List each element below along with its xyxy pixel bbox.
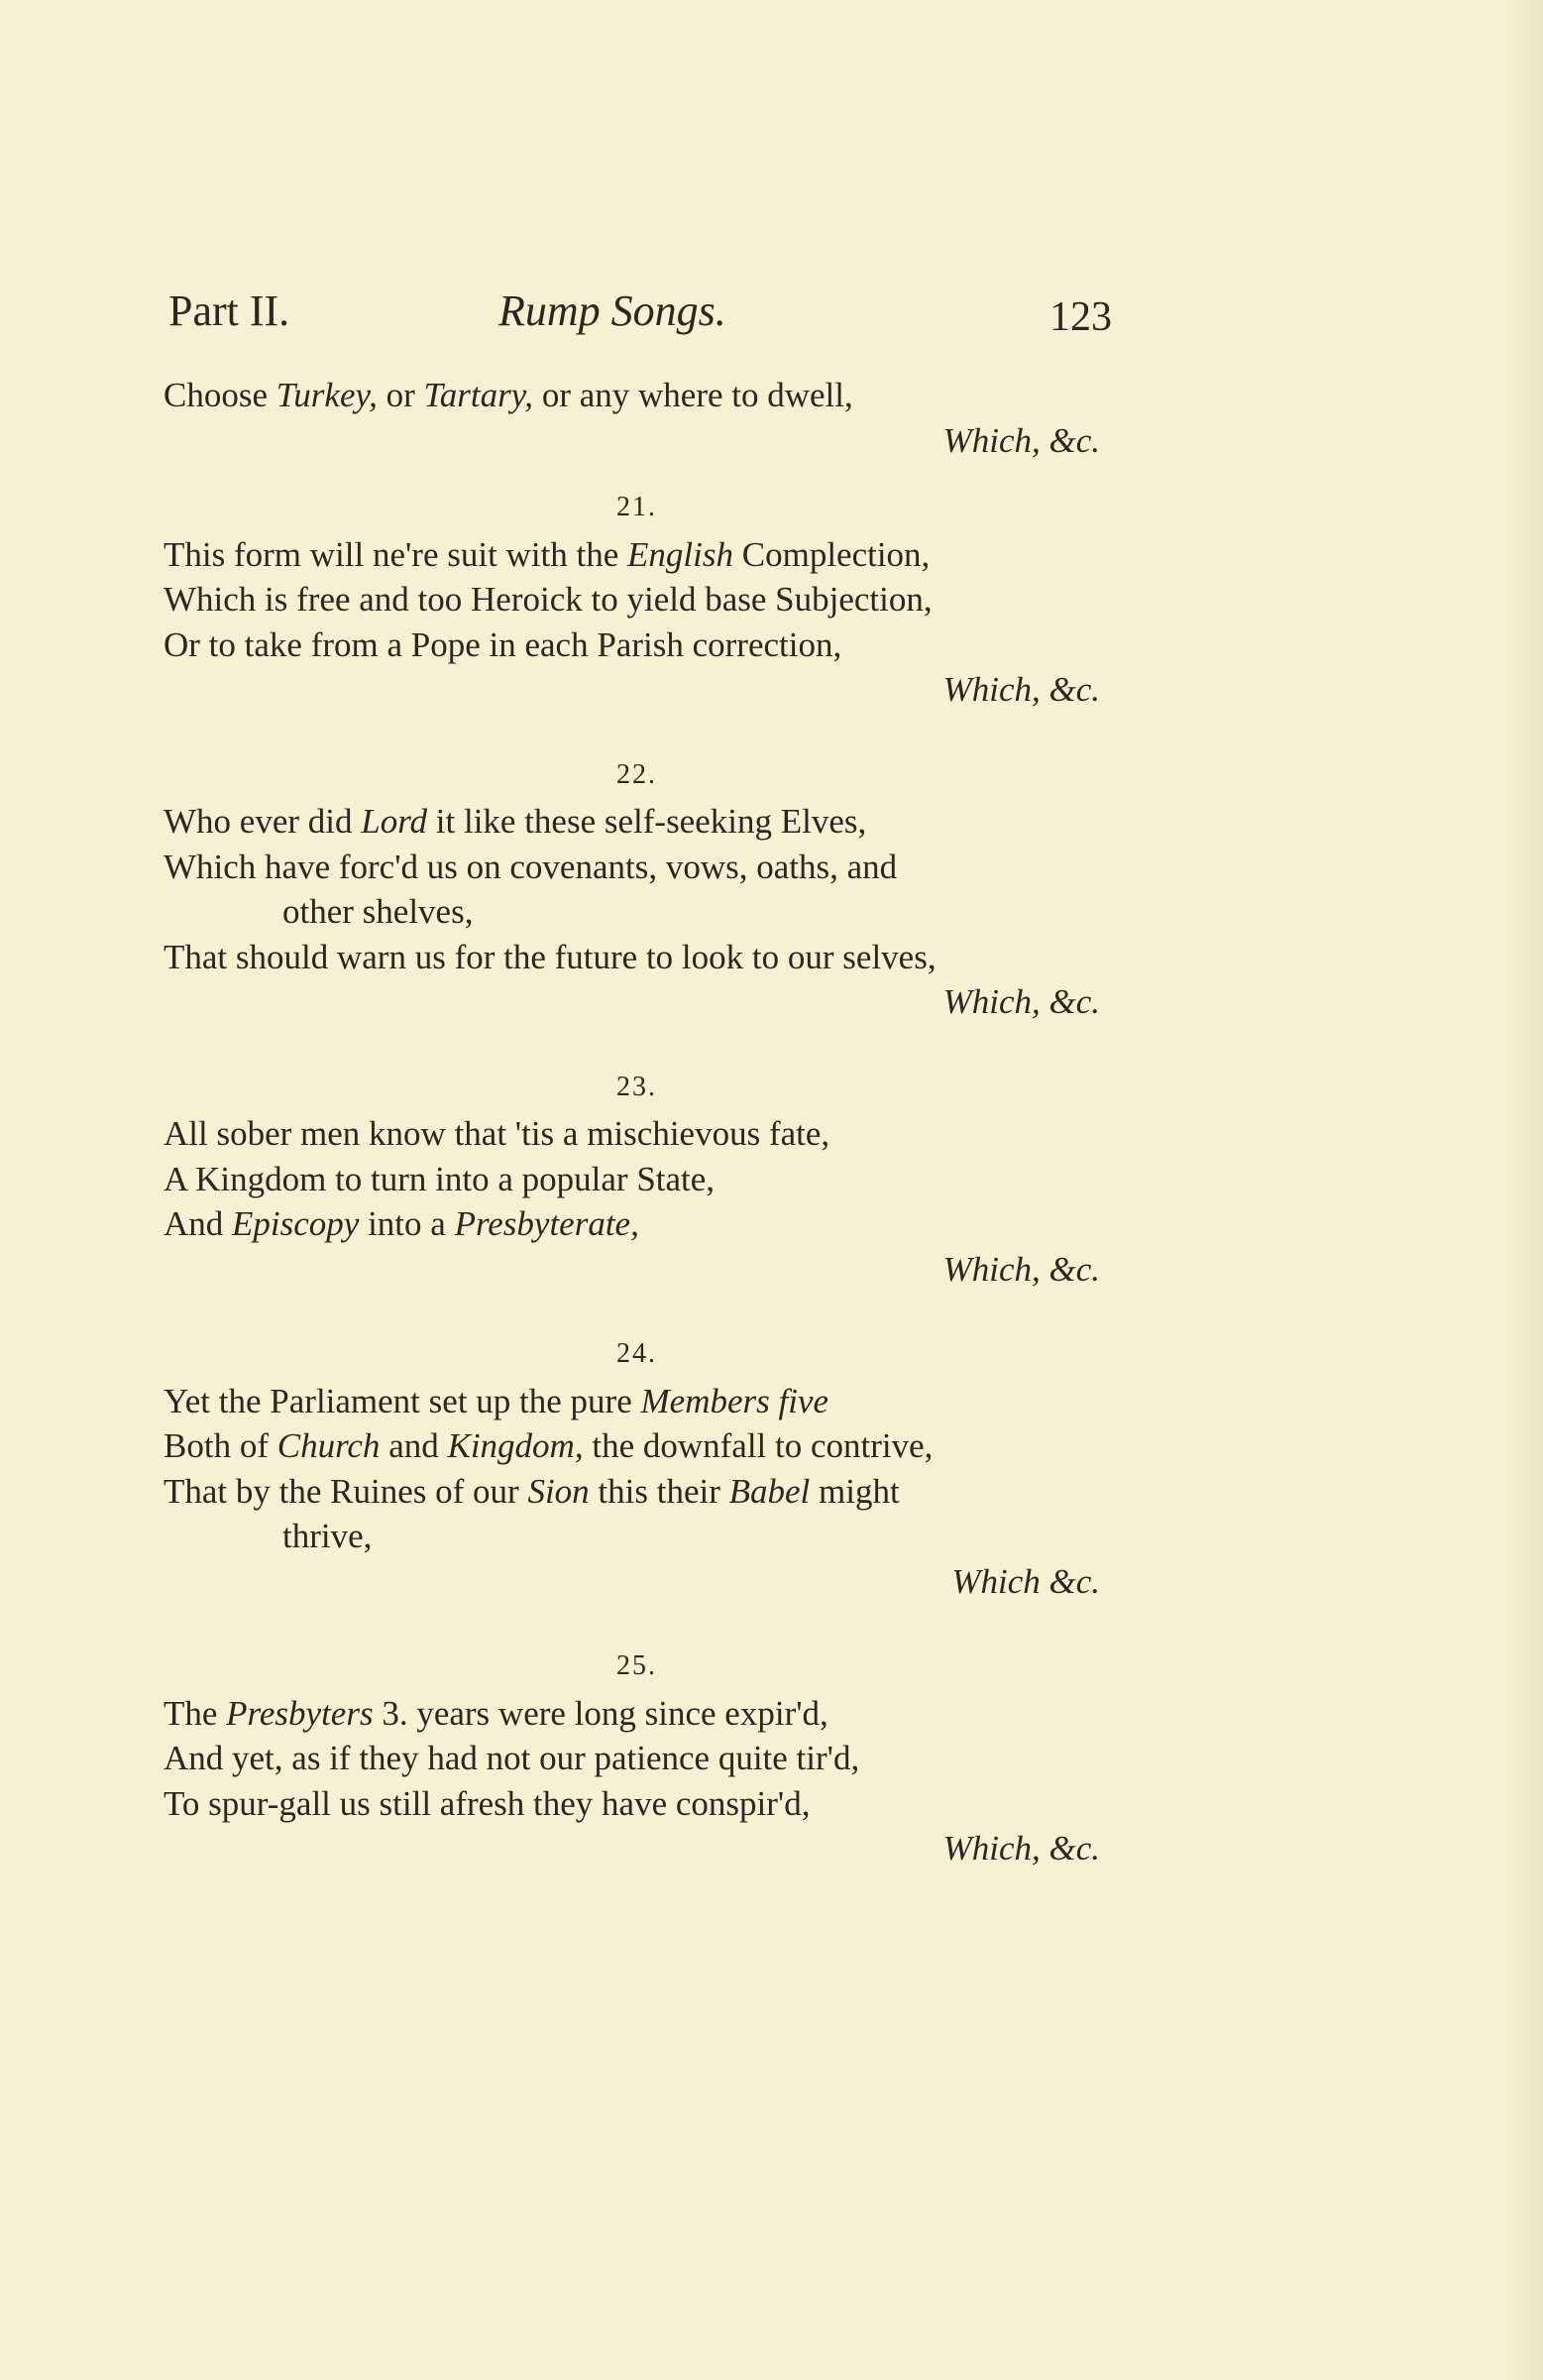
verse-line: Which is free and too Heroick to yield base Subjection, — [164, 580, 933, 619]
verse-line: That should warn us for the future to look to our selves, — [164, 937, 937, 976]
verse-line: And Episcopy into a Presbyterate, — [164, 1204, 639, 1243]
refrain: Which &c. — [951, 1561, 1100, 1601]
running-header — [168, 285, 1112, 345]
page-edge-shadow — [1503, 0, 1543, 2380]
verse-line: Yet the Parliament set up the pure Members five — [164, 1381, 829, 1420]
verse-line: This form will ne're suit with the English Complection, — [164, 534, 931, 574]
page-number: 123 — [1049, 294, 1112, 340]
refrain: Which, &c. — [942, 420, 1100, 460]
stanza-21 — [164, 485, 1110, 713]
verse-line: Or to take from a Pope in each Parish correction, — [164, 624, 842, 664]
stanza-number: 22. — [616, 758, 657, 790]
refrain: Which, &c. — [942, 982, 1100, 1021]
verse-line: Who ever did Lord it like these self-seeking Elves, — [164, 802, 867, 841]
refrain: Which, &c. — [942, 1249, 1100, 1289]
stanza-number: 21. — [616, 492, 657, 522]
verse-line: Which have forc'd us on covenants, vows, oaths, and — [164, 847, 898, 886]
verse-line: Choose Turkey, or Tartary, or any where to dwell, — [164, 376, 853, 414]
poem-body — [164, 373, 1110, 1871]
stanza-25 — [164, 1643, 1110, 1871]
opening-fragment — [164, 373, 1110, 463]
stanza-23 — [164, 1065, 1110, 1293]
refrain: Which, &c. — [942, 1829, 1100, 1868]
verse-line: The Presbyters 3. years were long since expir'd, — [164, 1693, 828, 1733]
refrain: Which, &c. — [942, 670, 1100, 709]
part-label: Part II. — [168, 286, 290, 335]
verse-line: A Kingdom to turn into a popular State, — [164, 1159, 716, 1198]
verse-line-continuation: other shelves, — [282, 892, 474, 931]
stanza-number: 23. — [616, 1071, 657, 1102]
stanza-number: 25. — [616, 1650, 657, 1681]
running-title: Rump Songs. — [498, 286, 726, 335]
stanza-number: 24. — [616, 1338, 657, 1369]
verse-line-continuation: thrive, — [282, 1517, 373, 1555]
verse-line: That by the Ruines of our Sion this their Babel might — [164, 1471, 900, 1511]
stanza-22 — [164, 752, 1110, 1025]
verse-line: Both of Church and Kingdom, the downfall to contrive, — [164, 1426, 934, 1465]
stanza-24 — [164, 1331, 1110, 1604]
verse-line: To spur-gall us still afresh they have conspir'd, — [164, 1783, 811, 1823]
verse-line: And yet, as if they had not our patience quite tir'd, — [164, 1739, 860, 1777]
verse-line: All sober men know that 'tis a mischievous fate, — [164, 1114, 830, 1153]
